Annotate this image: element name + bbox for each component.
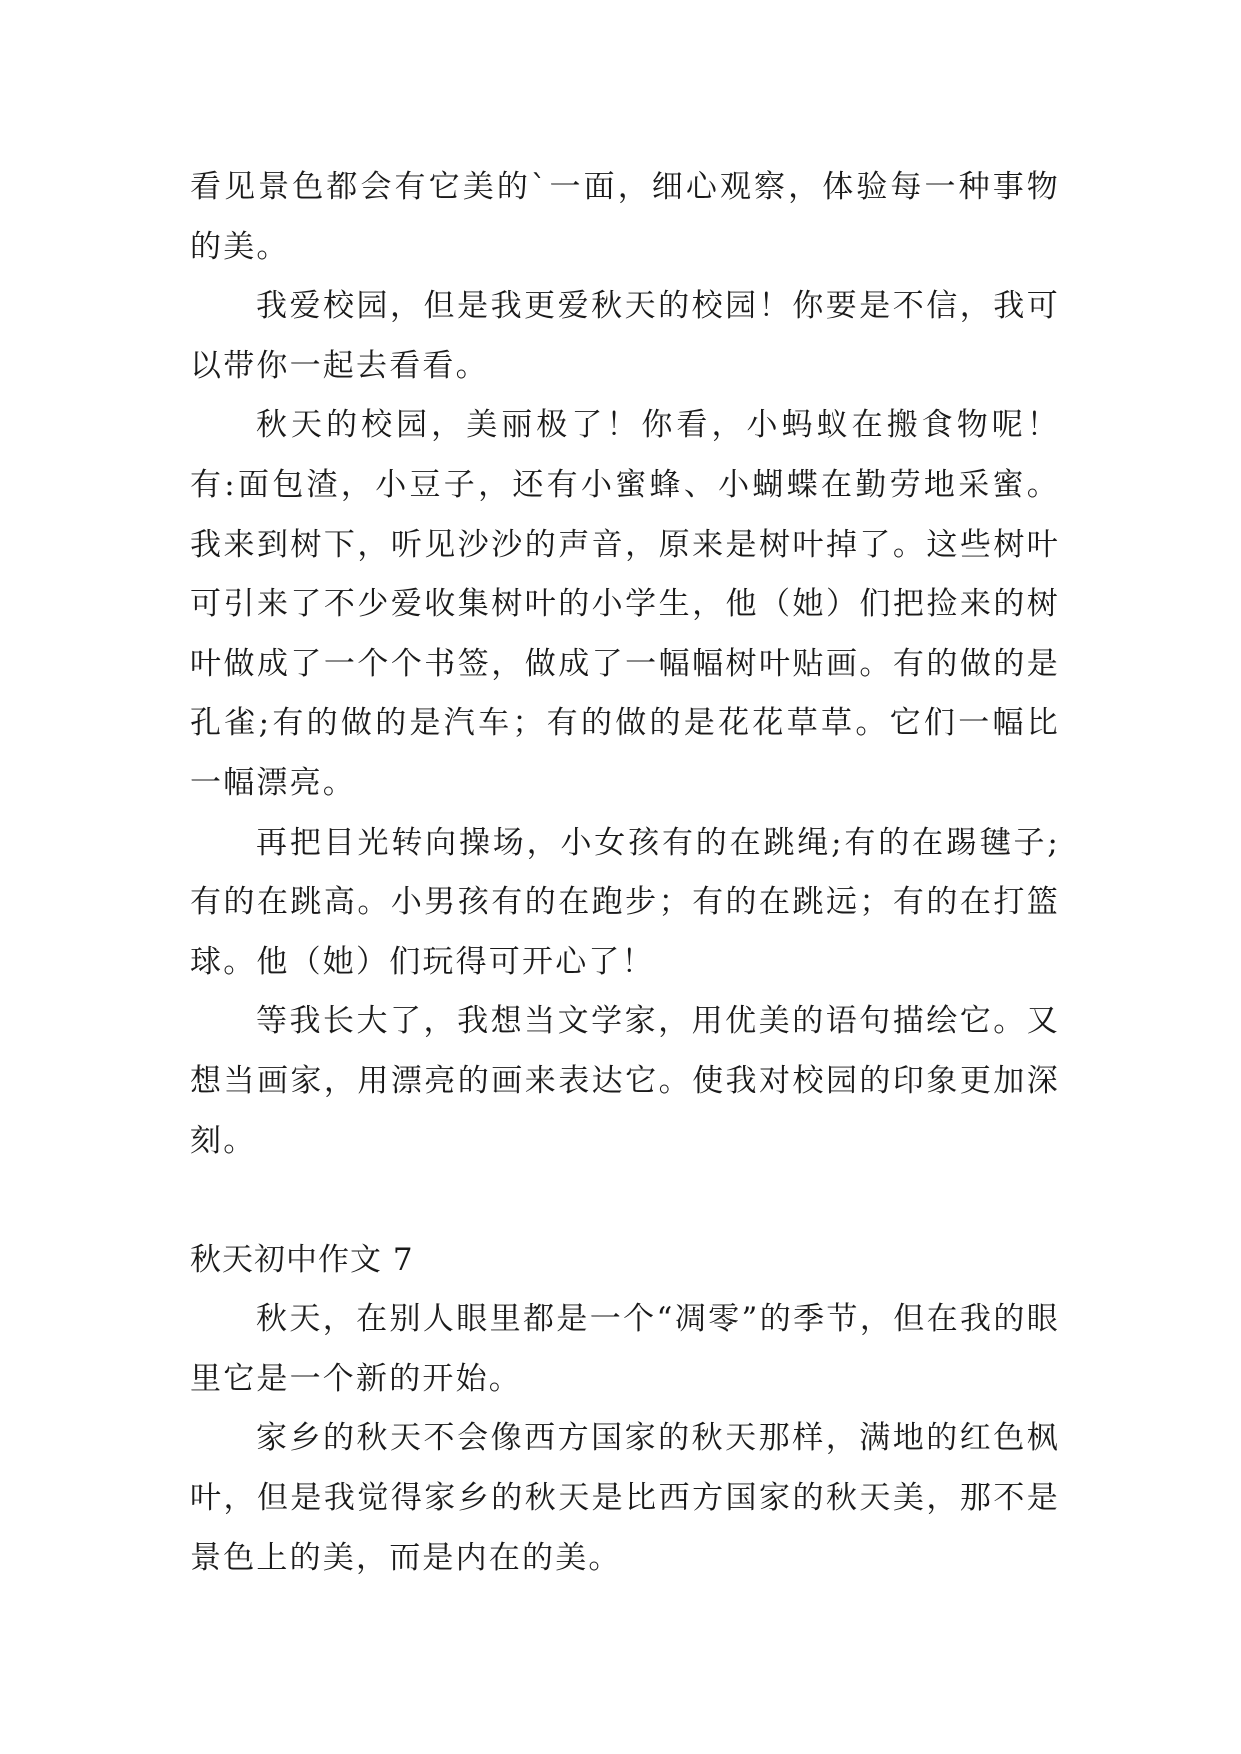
paragraph-continued: 看见景色都会有它美的`一面，细心观察，体验每一种事物的美。 xyxy=(190,169,1060,265)
essay-body xyxy=(190,158,1060,1588)
paragraph: 再把目光转向操场，小女孩有的在跳绳;有的在踢毽子;有的在跳高。小男孩有的在跑步；有的在跳远；有的在打篮球。他（她）们玩得可开心了！ xyxy=(190,824,1060,980)
essay-heading: 秋天初中作文 7 xyxy=(190,1241,414,1278)
paragraph: 秋天，在别人眼里都是一个“凋零”的季节，但在我的眼里它是一个新的开始。 xyxy=(190,1301,1060,1397)
paragraph: 等我长大了，我想当文学家，用优美的语句描绘它。又想当画家，用漂亮的画来表达它。使我对校园的印象更加深刻。 xyxy=(190,1003,1060,1159)
paragraph: 我爱校园，但是我更爱秋天的校园！你要是不信，我可以带你一起去看看。 xyxy=(190,288,1060,384)
paragraph: 家乡的秋天不会像西方国家的秋天那样，满地的红色枫叶，但是我觉得家乡的秋天是比西方国家的秋天美，那不是景色上的美，而是内在的美。 xyxy=(190,1420,1060,1576)
paragraph: 秋天的校园，美丽极了！你看，小蚂蚁在搬食物呢！有:面包渣，小豆子，还有小蜜蜂、小蝴蝶在勤劳地采蜜。我来到树下，听见沙沙的声音，原来是树叶掉了。这些树叶可引来了不少爱收集树叶的小学生，他（她）们把捡来的树叶做成了一个个书签，做成了一幅幅树叶贴画。有的做的是孔雀;有的做的是汽车；有的做的是花花草草。它们一幅比一幅漂亮。 xyxy=(190,407,1060,801)
